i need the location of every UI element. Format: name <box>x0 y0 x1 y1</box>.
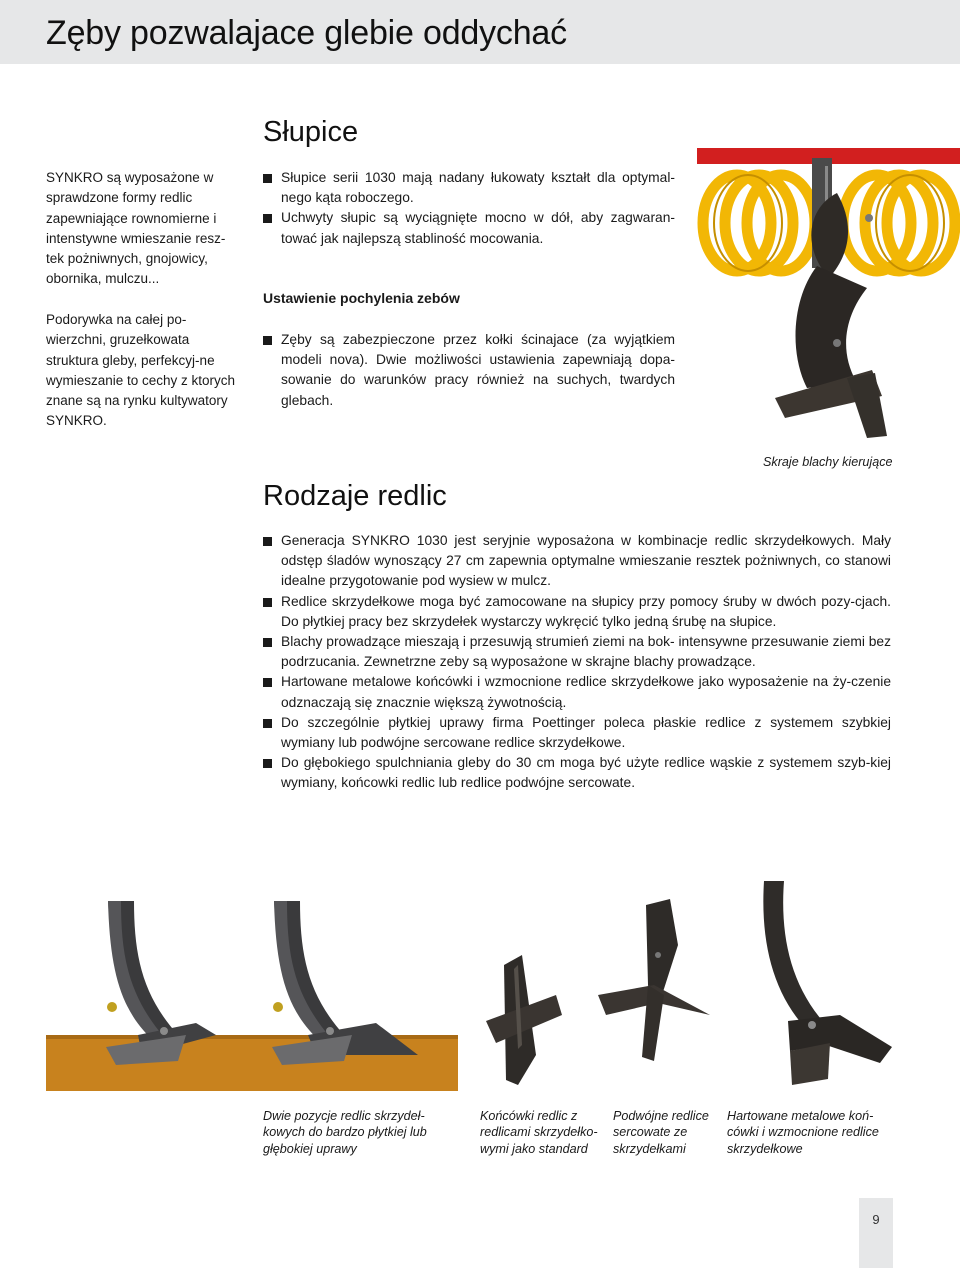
cultivator-tine-illustration <box>697 148 960 448</box>
section-heading-rodzaje: Rodzaje redlic <box>263 480 447 512</box>
list-item: Hartowane metalowe końcówki i wzmocnione redlice skrzydełkowe jako wyposażenie na ży-czenie odznaczają się znacznie większą żywotnością. <box>263 672 891 712</box>
photo-hardened-points <box>730 875 895 1091</box>
photo-caption-top: Skraje blachy kierujące <box>763 455 893 469</box>
rodzaje-bullet-list <box>263 531 891 794</box>
share-points-illustration <box>478 885 718 1091</box>
photo-share-points <box>478 885 718 1091</box>
section-heading-slupice: Słupice <box>263 116 359 148</box>
list-item: Redlice skrzydełkowe moga być zamocowane na słupicy przy pomocy śruby w dwóch pozy-cjach. Do płytkiej pracy bez skrzydełek wystarczy wykręcić tylko jedną śrubę na słupice. <box>263 592 891 632</box>
list-item: Generacja SYNKRO 1030 jest seryjnie wyposażona w kombinacje redlic skrzydełkowych. Mały odstęp śladów wynoszący 27 cm zapewnia optymalne wmieszanie resztek pożniwnych, co stanowi idealne przygotowanie pod wysiew w mulcz. <box>263 531 891 592</box>
intro-paragraph-1: SYNKRO są wyposażone w sprawdzone formy redlic zapewniające rownomierne i intenstywne wmieszanie resz-tek pożniwnych, gnojowicy, obornika, mulczu... <box>46 170 226 287</box>
tine-positions-illustration <box>46 885 458 1091</box>
list-item: Blachy prowadzące mieszają i przesuwją strumień ziemi na bok- intensywne przesuwanie ziemi bez podrzucania. Zewnetrzne zeby są wyposażone w skrajne blachy prowadzące. <box>263 632 891 672</box>
caption-double-hearts: Podwójne redlice sercowate ze skrzydełkami <box>613 1109 709 1156</box>
photo-cultivator-tine <box>697 148 960 448</box>
list-item: Do szczególnie płytkiej uprawy firma Poettinger poleca płaskie redlice z systemem szybkiej wymiany lub podwójne sercowane redlice skrzydełkowe. <box>263 713 891 753</box>
page-number: 9 <box>872 1212 880 1227</box>
caption-tine-positions: Dwie pozycje redlic skrzydeł-kowych do bardzo płytkiej lub głębokiej uprawy <box>263 1109 427 1156</box>
ustawienie-bullet-list <box>263 330 675 411</box>
photo-tine-positions <box>46 885 458 1091</box>
slupice-bullet-list <box>263 168 675 249</box>
page-number-box <box>859 1198 893 1268</box>
list-item: Uchwyty słupic są wyciągnięte mocno w dół, aby zagwaran-tować jak najlepszą stabliność mocowania. <box>263 208 675 248</box>
intro-paragraph-2: Podorywka na całej po-wierzchni, gruzełkowata struktura gleby, perfekcyj-ne wymieszanie to cechy z ktorych znane są na rynku kultywatory SYNKRO. <box>46 312 236 429</box>
section-subheading-ustawienie: Ustawienie pochylenia zebów <box>263 290 460 306</box>
list-item: Zęby są zabezpieczone przez kołki ścinajace (za wyjątkiem modeli nova). Dwie możliwości ustawienia zapewniają dopa-sowanie do warunków pracy również na suchych, twardych glebach. <box>263 330 675 411</box>
caption-share-points: Końcówki redlic z redlicami skrzydełko-wymi jako standard <box>480 1109 598 1156</box>
hardened-points-illustration <box>730 875 895 1091</box>
page-title: Zęby pozwalajace glebie oddychać <box>46 14 567 52</box>
list-item: Słupice serii 1030 mają nadany łukowaty kształt dla optymal-nego kąta roboczego. <box>263 168 675 208</box>
caption-hardened-points: Hartowane metalowe koń-cówki i wzmocnione redlice skrzydełkowe <box>727 1109 879 1156</box>
list-item: Do głębokiego spulchniania gleby do 30 cm moga być użyte redlice wąskie z systemem szyb-kiej wymiany, końcowki redlic lub redlice podwójne sercowate. <box>263 753 891 793</box>
